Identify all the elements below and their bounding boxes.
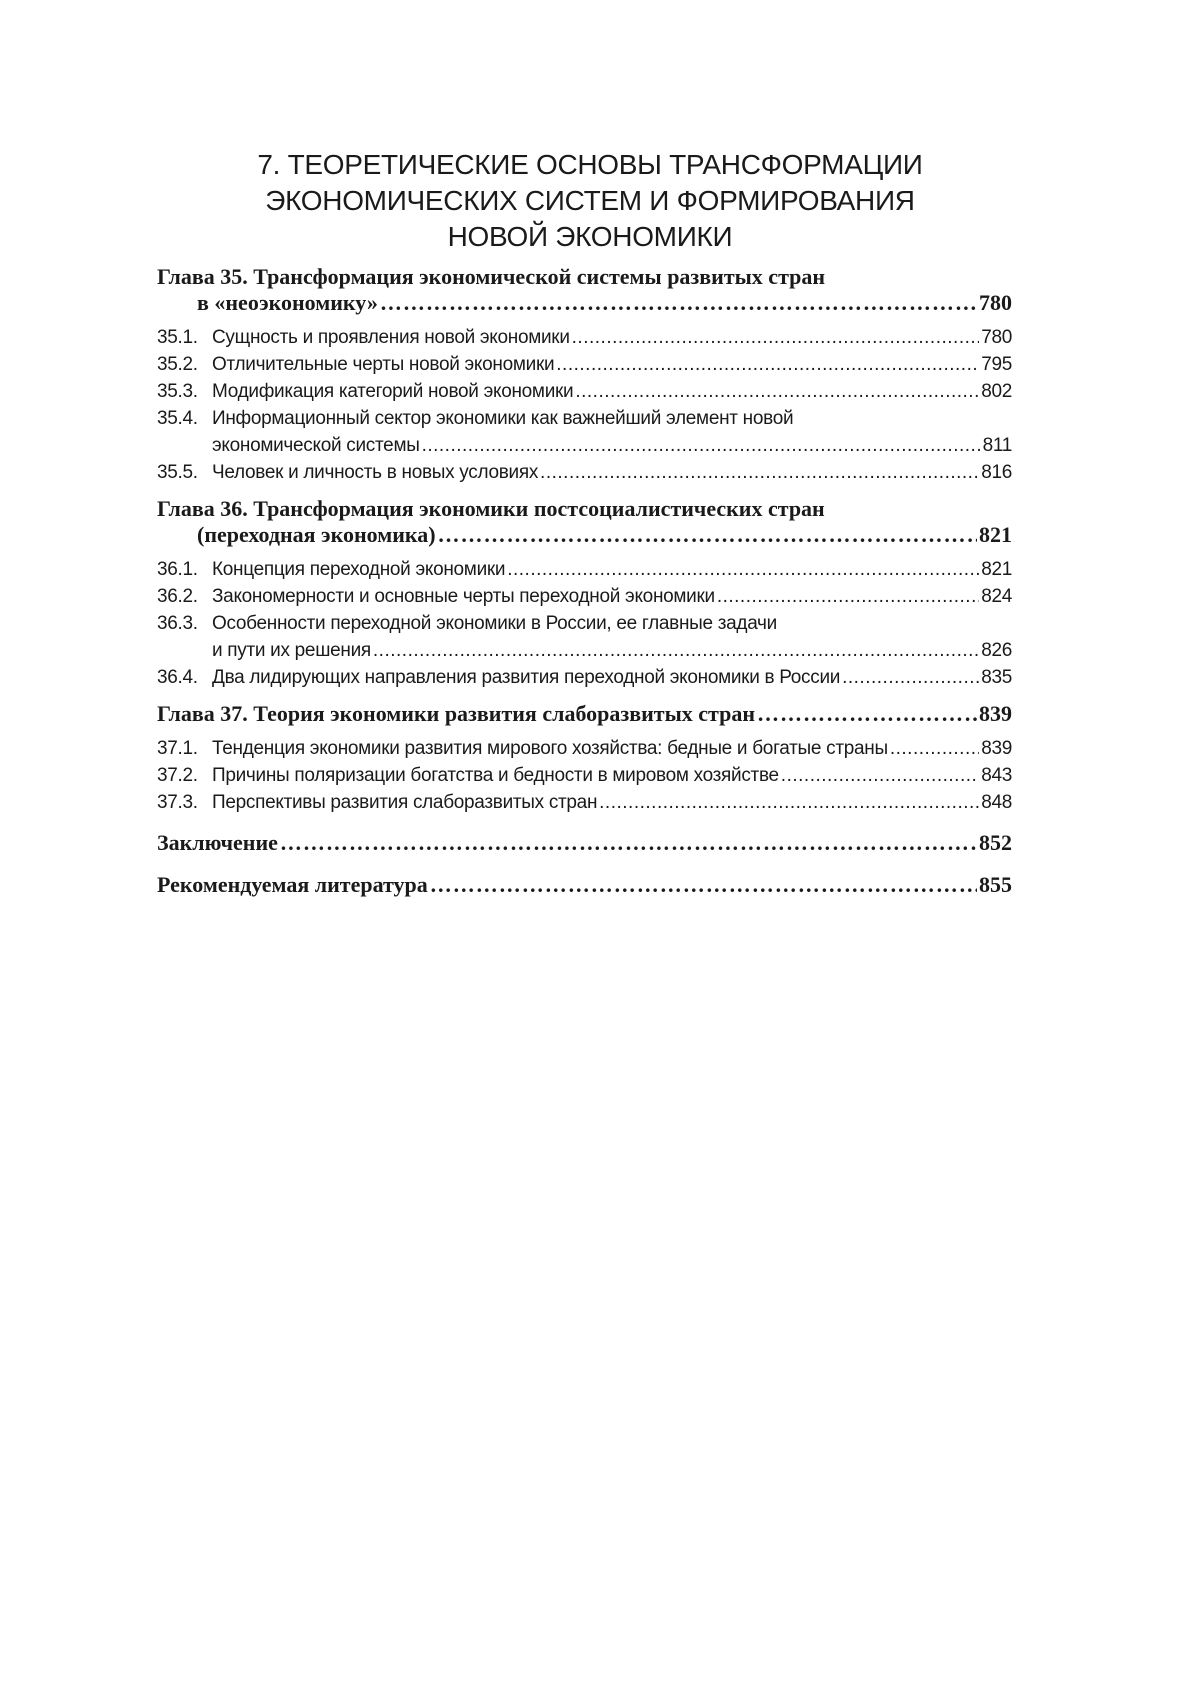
toc-entry-36-1[interactable] [157,556,1012,583]
page-number: 848 [981,792,1012,813]
page-number: 816 [981,462,1012,483]
dot-leader [572,324,980,351]
section-title: Информационный сектор экономики как важнейший элемент новой [212,408,794,429]
dot-leader [422,432,981,459]
section-title: Тенденция экономики развития мирового хозяйства: бедные и богатые страны [212,738,888,759]
toc-entry-35-2[interactable] [157,351,1012,378]
chapter-36-heading[interactable] [157,496,1012,548]
section-list [157,556,1012,691]
section-title: Закономерности и основные черты переходной экономики [212,586,715,607]
page-number: 780 [979,290,1012,315]
page-number: 802 [981,381,1012,402]
page-number: 795 [981,354,1012,375]
toc-entry-37-3[interactable] [157,789,1012,816]
chapter-37-heading[interactable] [157,701,1012,727]
toc-entry-conclusion[interactable] [157,830,1012,856]
section-title: Человек и личность в новых условиях [212,462,539,483]
dot-leader [380,290,977,316]
chapter-36 [157,496,1012,691]
section-title: Модификация категорий новой экономики [212,381,574,402]
literature-title: Рекомендуемая литература [157,872,428,897]
page-number: 839 [979,701,1012,726]
section-title-cont: экономической системы [212,435,420,456]
part-title-line-3: НОВОЙ ЭКОНОМИКИ [447,221,733,252]
section-list [157,735,1012,816]
section-title-cont: и пути их решения [212,640,371,661]
section-number: 36.2. [157,586,198,607]
toc-entry-35-1[interactable] [157,324,1012,351]
section-title: Перспективы развития слаборазвитых стран [212,792,598,813]
toc-entry-35-5[interactable] [157,459,1012,486]
dot-leader [430,872,977,898]
dot-leader [280,830,977,856]
dot-leader [556,351,979,378]
dot-leader [890,735,979,762]
page-number: 821 [981,559,1012,580]
chapter-title: Глава 35. Трансформация экономической системы развитых стран [157,264,826,289]
dot-leader [540,459,979,486]
dot-leader [575,378,979,405]
toc-entry-36-4[interactable] [157,664,1012,691]
chapter-title: Глава 36. Трансформация экономики постсоциалистических стран [157,496,825,521]
section-number: 36.4. [157,667,198,688]
part-title [150,147,1030,255]
dot-leader [373,637,979,664]
toc-entry-35-4[interactable] [157,405,1012,459]
section-title: Концепция переходной экономики [212,559,506,580]
page-number: 824 [981,586,1012,607]
toc-entry-35-3[interactable] [157,378,1012,405]
section-title: Особенности переходной экономики в России, ее главные задачи [212,613,777,634]
page-number: 821 [979,522,1012,547]
dot-leader [599,789,979,816]
conclusion-title: Заключение [157,830,278,855]
chapter-35 [157,264,1012,486]
section-title: Два лидирующих направления развития переходной экономики в России [212,667,841,688]
dot-leader [842,664,979,691]
section-title: Сущность и проявления новой экономики [212,327,570,348]
page-number: 780 [981,327,1012,348]
toc-entry-36-2[interactable] [157,583,1012,610]
section-title: Причины поляризации богатства и бедности в мировом хозяйстве [212,765,779,786]
part-title-line-1: 7. ТЕОРЕТИЧЕСКИЕ ОСНОВЫ ТРАНСФОРМАЦИИ [257,149,923,180]
dot-leader [781,762,979,789]
chapter-title-cont: в «неоэкономику» [197,290,378,315]
page-number: 826 [981,640,1012,661]
toc-entry-36-3[interactable] [157,610,1012,664]
section-number: 37.3. [157,792,198,813]
dot-leader [757,701,977,727]
page-number: 811 [982,435,1012,456]
chapter-title: Глава 37. Теория экономики развития слаборазвитых стран [157,701,756,726]
toc-entry-37-1[interactable] [157,735,1012,762]
section-number: 36.3. [157,613,198,634]
toc-entry-literature[interactable] [157,872,1012,898]
page-number: 855 [979,872,1012,897]
page-number: 852 [979,830,1012,855]
page-number: 839 [981,738,1012,759]
section-number: 36.1. [157,559,198,580]
dot-leader [717,583,979,610]
dot-leader [507,556,979,583]
section-number: 37.2. [157,765,198,786]
table-of-contents [157,264,1012,906]
section-number: 35.1. [157,327,198,348]
section-number: 35.5. [157,462,198,483]
section-number: 37.1. [157,738,198,759]
page-number: 843 [981,765,1012,786]
section-title: Отличительные черты новой экономики [212,354,555,375]
chapter-title-cont: (переходная экономика) [197,522,436,547]
toc-entry-37-2[interactable] [157,762,1012,789]
section-number: 35.2. [157,354,198,375]
page-number: 835 [981,667,1012,688]
section-number: 35.3. [157,381,198,402]
part-title-line-2: ЭКОНОМИЧЕСКИХ СИСТЕМ И ФОРМИРОВАНИЯ [265,185,915,216]
chapter-37 [157,701,1012,816]
dot-leader [438,522,977,548]
section-list [157,324,1012,486]
section-number: 35.4. [157,408,198,429]
chapter-35-heading[interactable] [157,264,1012,316]
